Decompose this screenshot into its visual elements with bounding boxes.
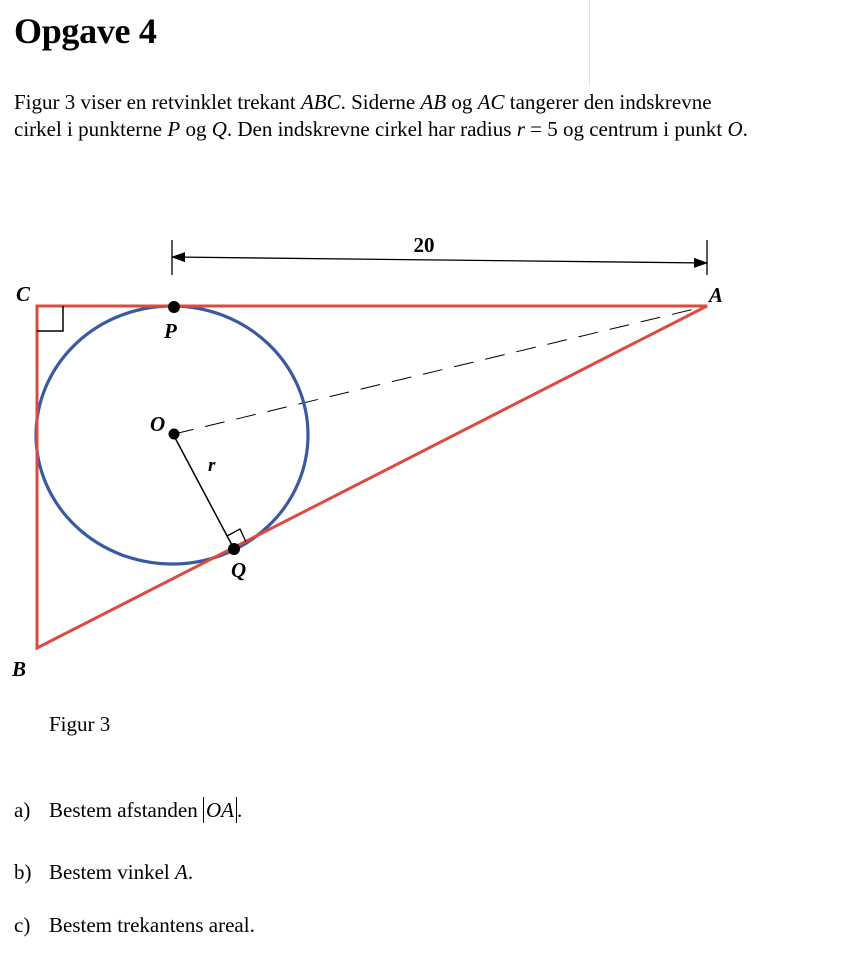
right-angle-marker-c (37, 306, 63, 331)
label-q: Q (231, 558, 247, 582)
intro-line-1 (14, 89, 844, 116)
question-c (14, 913, 255, 938)
intro-line-2 (14, 116, 844, 143)
label-r: r (208, 455, 216, 476)
point-q (228, 543, 240, 555)
intro-var: AB (420, 90, 447, 114)
question-letter: c) (14, 913, 31, 937)
intro-var: Q (211, 117, 227, 141)
question-letter: a) (14, 798, 31, 822)
question-var: A (174, 860, 188, 884)
question-suffix: . (187, 860, 194, 884)
intro-var: AC (477, 90, 505, 114)
intro-text: cirkel i punkterne (14, 117, 168, 141)
radius-oq (173, 434, 234, 549)
intro-text: og (180, 117, 212, 141)
page-title: Opgave 4 (14, 11, 157, 51)
label-o: O (150, 412, 166, 436)
question-a (14, 797, 242, 823)
intro-var: r (516, 117, 525, 141)
question-suffix: . (236, 798, 243, 822)
intro-var: O (727, 117, 743, 141)
triangle-abc (37, 306, 707, 648)
figure-3 (0, 225, 850, 695)
column-divider (589, 0, 590, 86)
figure-caption: Figur 3 (49, 712, 111, 736)
intro-text: . (742, 117, 748, 141)
question-letter: b) (14, 860, 32, 884)
dimension-label: 20 (413, 233, 435, 257)
intro-var: ABC (300, 90, 341, 114)
abs-value-oa: OA (203, 797, 237, 823)
intro-text: . Siderne (340, 90, 421, 114)
intro-text: tangerer den indskrevne (504, 90, 712, 114)
intro-var: P (167, 117, 181, 141)
intro-text: . Den indskrevne cirkel har radius (226, 117, 517, 141)
dimension-arrow-right (440, 260, 707, 263)
question-text: Bestem vinkel (49, 860, 175, 884)
problem-intro (14, 89, 844, 143)
label-a: A (709, 283, 724, 307)
label-p: P (164, 319, 177, 343)
intro-text: = 5 og centrum i punkt (524, 117, 728, 141)
dashed-line-oa (174, 306, 707, 434)
point-o (169, 429, 180, 440)
question-text: Bestem trekantens areal. (49, 913, 255, 937)
question-text: Bestem afstanden (49, 798, 203, 822)
intro-text: Figur 3 viser en retvinklet trekant (14, 90, 301, 114)
label-b: B (12, 657, 27, 681)
intro-text: og (446, 90, 478, 114)
question-b (14, 860, 193, 885)
label-c: C (16, 282, 31, 306)
dimension-arrow-left (172, 257, 440, 260)
point-p (168, 301, 180, 313)
